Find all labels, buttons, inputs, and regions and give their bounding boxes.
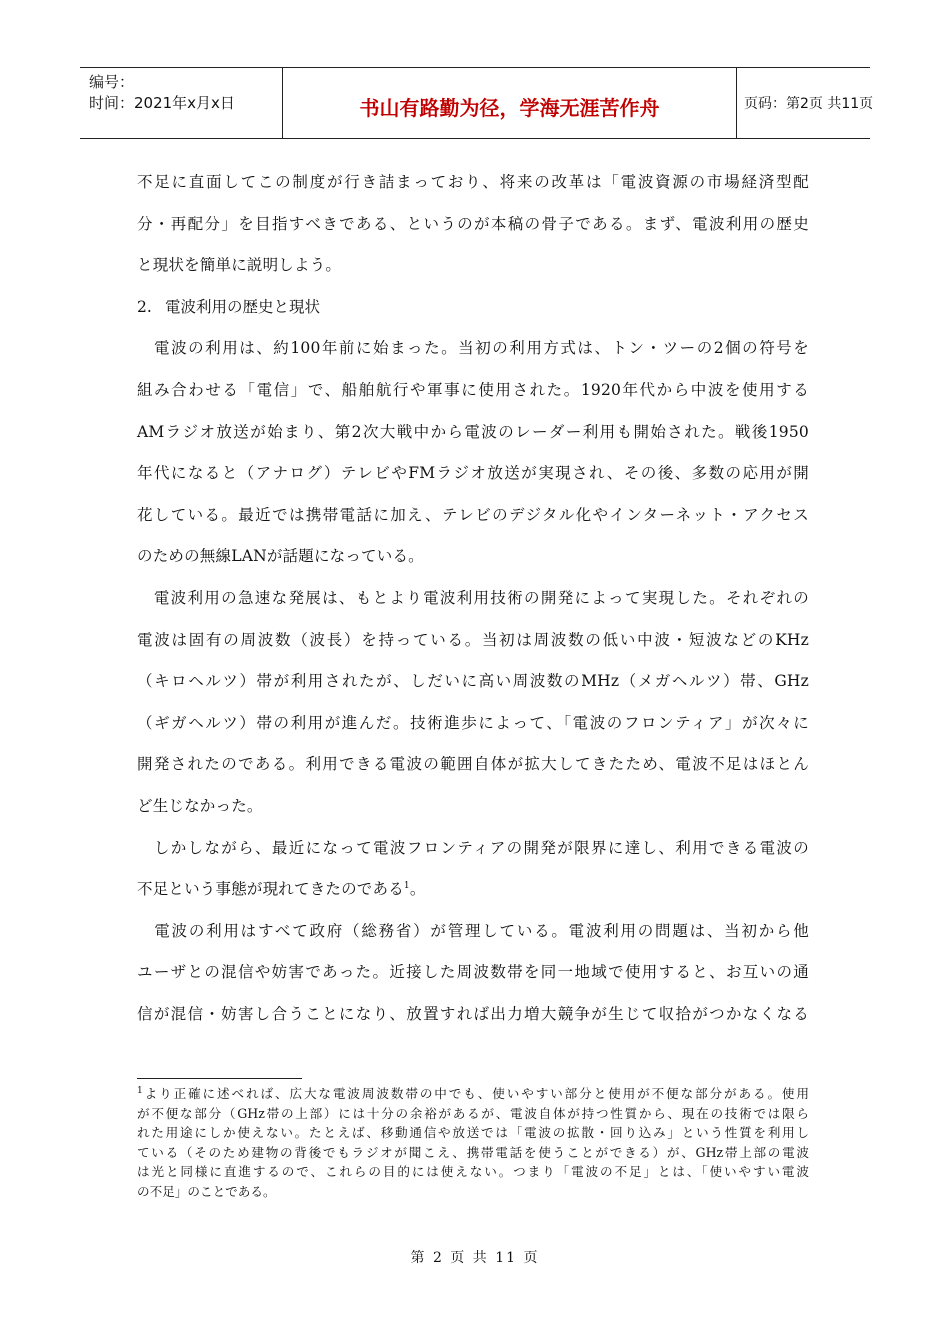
paragraph-line: ど生じなかった。: [137, 796, 263, 815]
footnote-line: が不便な部分（GHz帯の上部）には十分の余裕があるが、電波自体が持つ性質から、現在の技術では限ら: [137, 1105, 809, 1121]
footnote-line: は光と同様に直進するので、これらの目的には使えない。つまり「電波の不足」とは、「使いやすい電波: [137, 1164, 809, 1180]
footnote-line: の不足」のことである。: [137, 1183, 276, 1199]
paragraph-line: 電波の利用はすべて政府（総務省）が管理している。電波利用の問題は、当初から他: [137, 921, 809, 940]
paragraph-line: [137, 869, 809, 911]
footnote: [137, 1084, 809, 1202]
footnote-line: れた用途にしか使えない。たとえば、移動通信や放送では「電波の拡散・回り込み」という性質を利用し: [137, 1125, 809, 1141]
paragraph-text: 不足という事態が現れてきたのである: [137, 880, 404, 899]
paragraph-line: 電波利用の急速な発展は、もとより電波利用技術の開発によって実現した。それぞれの: [137, 588, 809, 607]
footnote-line: ている（そのため建物の背後でもラジオが聞こえ、携帯電話を使うことができる）が、GHz帯上部の電波: [137, 1144, 809, 1160]
paragraph-line: しかしながら、最近になって電波フロンティアの開発が限界に達し、利用できる電波の: [137, 838, 809, 857]
header-page-info: 页码：第2页 共11页: [744, 96, 874, 112]
paragraph-line: （キロヘルツ）帯が利用されたが、しだいに高い周波数のMHz（メガヘルツ）帯、GHz: [137, 672, 809, 691]
header-motto: 书山有路勤为径，学海无涯苦作舟: [359, 96, 660, 120]
paragraph-line: 電波の利用は、約100年前に始まった。当初の利用方式は、トン・ツーの2個の符号を: [137, 339, 809, 358]
page-header: [80, 67, 874, 139]
body-line: 不足に直面してこの制度が行き詰まっており、将来の改革は「電波資源の市場経済型配: [137, 173, 809, 191]
paragraph-line: 花している。最近では携帯電話に加え、テレビのデジタル化やインターネット・アクセス: [137, 505, 809, 524]
number-label: 编号：: [89, 73, 135, 91]
header-meta-cell: [80, 68, 282, 138]
paragraph-line: のための無線LANが話題になっている。: [137, 547, 424, 566]
document-body: [137, 162, 809, 1035]
time-label: 时间：2021年x月x日: [89, 94, 235, 112]
footnote-marker: 1: [137, 1085, 143, 1096]
header-motto-cell: [282, 68, 737, 138]
paragraph-line: 組み合わせる「電信」で、船舶航行や軍事に使用された。1920年代から中波を使用する: [137, 380, 809, 399]
footnote-line: [137, 1084, 809, 1104]
paragraph-line: ユーザとの混信や妨害であった。近接した周波数帯を同一地域で使用すると、お互いの通: [137, 963, 809, 982]
header-page-cell: [735, 68, 874, 138]
paragraph-line: 開発されたのである。利用できる電波の範囲自体が拡大してきたため、電波不足はほとん: [137, 755, 809, 774]
paragraph-line: 信が混信・妨害し合うことになり、放置すれば出力増大競争が生じて収拾がつかなくなる: [137, 1004, 809, 1023]
footnote-reference[interactable]: 1: [403, 880, 410, 891]
section-title: 電波利用の歴史と現状: [165, 297, 321, 316]
paragraph-line: AMラジオ放送が始まり、第2次大戦中から電波のレーダー利用も開始された。戦後1950: [137, 422, 809, 441]
footnote-text: より正確に述べれば、広大な電波周波数帯の中でも、使いやすい部分と使用が不便な部分がある。使用: [142, 1086, 809, 1101]
paragraph-line: （ギガヘルツ）帯の利用が進んだ。技術進歩によって、「電波のフロンティア」が次々に: [137, 713, 809, 732]
paragraph-line: 年代になると（アナログ）テレビやFMラジオ放送が実現され、その後、多数の応用が開: [137, 464, 809, 483]
paragraph-text: 。: [409, 880, 426, 899]
section-heading: [137, 287, 809, 329]
body-line: 分・再配分」を目指すべきである、というのが本稿の骨子である。まず、電波利用の歴史: [137, 214, 809, 233]
paragraph-line: 電波は固有の周波数（波長）を持っている。当初は周波数の低い中波・短波などのKHz: [137, 630, 809, 649]
section-number: 2.: [137, 297, 152, 316]
body-line: と現状を簡単に説明しよう。: [137, 256, 342, 275]
page-footer: 第 2 页 共 11 页: [410, 1250, 540, 1266]
footnote-divider: [137, 1078, 302, 1079]
